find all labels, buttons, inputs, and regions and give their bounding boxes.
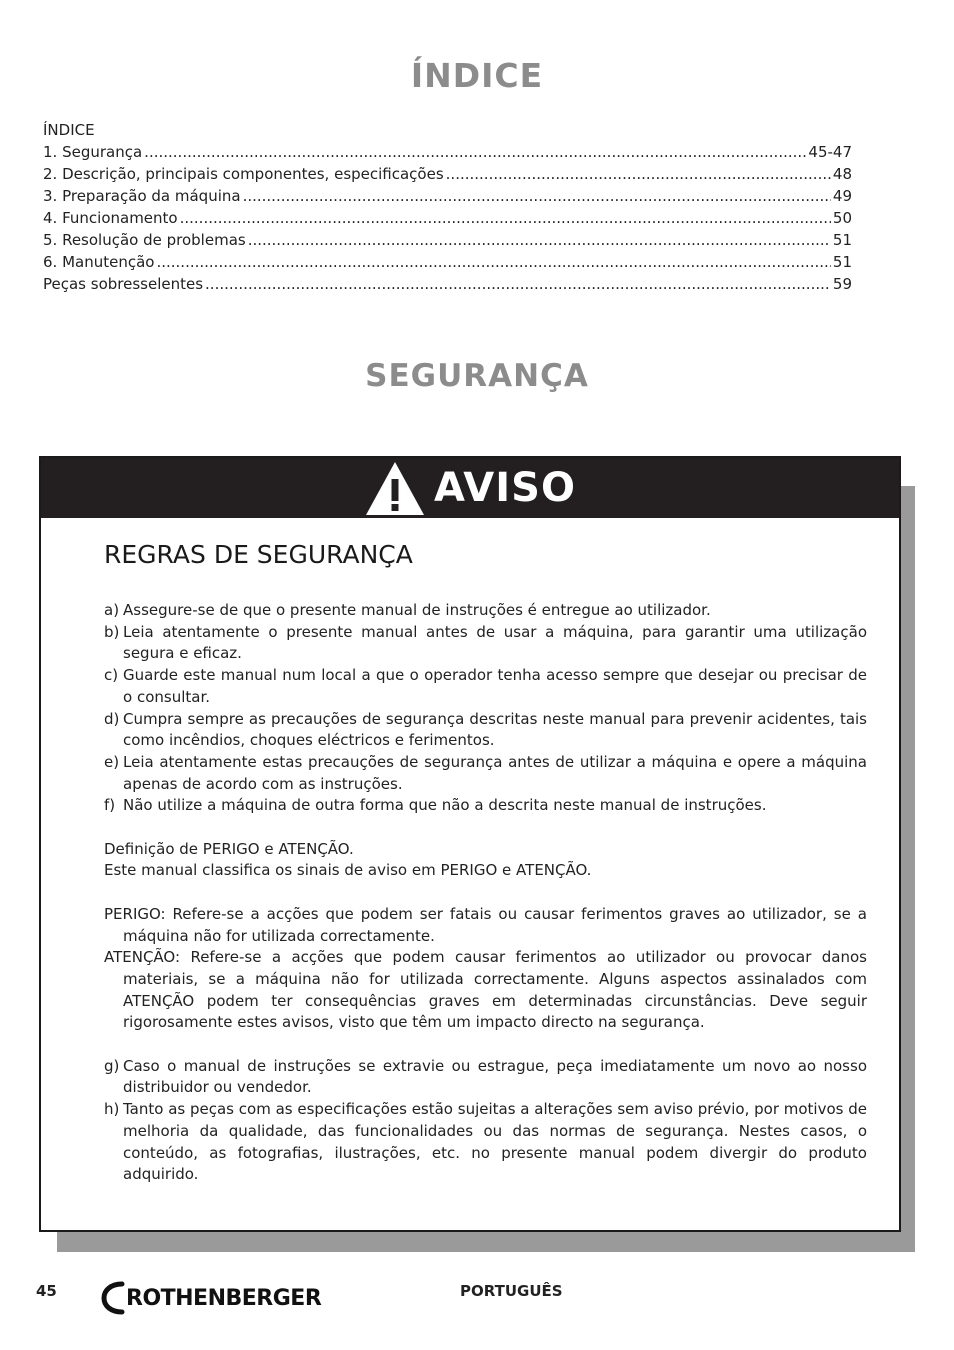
toc-heading: ÍNDICE	[43, 121, 95, 139]
rules-heading: REGRAS DE SEGURANÇA	[104, 540, 413, 569]
toc-item	[43, 141, 852, 163]
rule-marker: d)	[104, 709, 120, 728]
section-title: SEGURANÇA	[365, 358, 589, 394]
toc-item-page: 51	[832, 231, 852, 249]
rule-marker: e)	[104, 752, 120, 771]
toc-item-page: 51	[832, 253, 852, 271]
warning-box	[39, 456, 901, 1232]
toc-item	[43, 251, 852, 273]
rule-marker: h)	[104, 1100, 120, 1119]
toc-item	[43, 229, 852, 251]
rule-text: Cumpra sempre as precauções de segurança descritas neste manual para prevenir acidentes, tais como incêndios, choques eléctricos e ferimentos.	[123, 709, 867, 750]
toc-item-page: 48	[832, 165, 852, 183]
rule-item	[104, 600, 867, 622]
toc-leader-dots	[205, 273, 831, 295]
rule-item	[104, 622, 867, 665]
rule-marker: g)	[104, 1056, 120, 1075]
table-of-contents	[43, 119, 852, 295]
toc-item-label: Peças sobresselentes	[43, 275, 204, 293]
rule-marker: f)	[104, 796, 116, 815]
toc-leader-dots	[248, 229, 831, 251]
spacer	[104, 882, 867, 904]
rule-text: Leia atentamente o presente manual antes de usar a máquina, para garantir uma utilização segura e eficaz.	[123, 622, 867, 663]
toc-item	[43, 207, 852, 229]
toc-item-page: 49	[832, 187, 852, 205]
toc-item-page: 45-47	[808, 143, 852, 161]
footer-language: PORTUGUÊS	[460, 1282, 563, 1300]
spacer	[104, 817, 867, 839]
rule-item	[104, 665, 867, 708]
toc-item	[43, 273, 852, 295]
toc-item-page: 50	[832, 209, 852, 227]
toc-item-page: 59	[832, 275, 852, 293]
rule-text: Caso o manual de instruções se extravie ou estrague, peça imediatamente um novo ao nosso distribuidor ou vendedor.	[123, 1056, 867, 1097]
toc-leader-dots	[180, 207, 831, 229]
rule-item	[104, 752, 867, 795]
warning-body	[104, 540, 867, 1186]
definition-intro: Este manual classifica os sinais de aviso em PERIGO e ATENÇÃO.	[104, 861, 592, 880]
spacer	[104, 1034, 867, 1056]
toc-item	[43, 185, 852, 207]
rule-item	[104, 1099, 867, 1186]
toc-item-label: 4. Funcionamento	[43, 209, 178, 227]
definition-title: Definição de PERIGO e ATENÇÃO.	[104, 839, 354, 858]
toc-leader-dots	[156, 251, 830, 273]
warning-title: AVISO	[434, 465, 576, 511]
rule-marker: b)	[104, 622, 120, 641]
toc-item-label: 6. Manutenção	[43, 253, 155, 271]
page-number: 45	[36, 1282, 57, 1300]
atencao-definition: ATENÇÃO: Refere-se a acções que podem causar ferimentos ao utilizador ou provocar danos materiais, se a máquina não for utilizada correctamente. Alguns aspectos assinalados com ATENÇÃO podem ter consequências graves em determinadas circunstâncias. Deve seguir rigorosamente estes avisos, visto que têm um impacto directo na segurança.	[104, 948, 867, 1032]
toc-leader-dots	[446, 163, 831, 185]
rule-marker: a)	[104, 601, 120, 619]
rule-marker: c)	[104, 666, 119, 685]
rule-item	[104, 1056, 867, 1099]
perigo-definition: PERIGO: Refere-se a acções que podem ser fatais ou causar ferimentos graves ao utilizador, se a máquina não for utilizada correctamente.	[104, 904, 867, 945]
rule-text: Não utilize a máquina de outra forma que não a descrita neste manual de instruções.	[123, 796, 767, 815]
toc-leader-dots	[144, 141, 806, 163]
toc-item	[43, 163, 852, 185]
toc-item-label: 2. Descrição, principais componentes, especificações	[43, 165, 444, 183]
toc-item-label: 1. Segurança	[43, 143, 143, 161]
rule-item	[104, 709, 867, 752]
brand-logo	[100, 1280, 342, 1316]
toc-item-label: 5. Resolução de problemas	[43, 231, 246, 249]
toc-item-label: 3. Preparação da máquina	[43, 187, 241, 205]
warning-header	[41, 458, 899, 518]
warning-triangle-icon	[364, 459, 426, 517]
brand-name: ROTHENBERGER	[126, 1285, 322, 1311]
page-title: ÍNDICE	[410, 56, 544, 95]
rule-text: Tanto as peças com as especificações estão sujeitas a alterações sem aviso prévio, por motivos de melhoria da qualidade, das funcionalidades ou das normas de segurança. Nestes casos, o conteúdo, as fotografias, ilustrações, etc. no presente manual podem divergir do produto adquirido.	[123, 1100, 867, 1184]
rule-text: Guarde este manual num local a que o operador tenha acesso sempre que desejar ou precisar de o consultar.	[123, 666, 867, 706]
rule-text: Assegure-se de que o presente manual de instruções é entregue ao utilizador.	[123, 601, 711, 619]
rule-item	[104, 795, 867, 817]
rule-text: Leia atentamente estas precauções de segurança antes de utilizar a máquina e opere a máquina apenas de acordo com as instruções.	[123, 752, 867, 793]
toc-leader-dots	[243, 185, 831, 207]
